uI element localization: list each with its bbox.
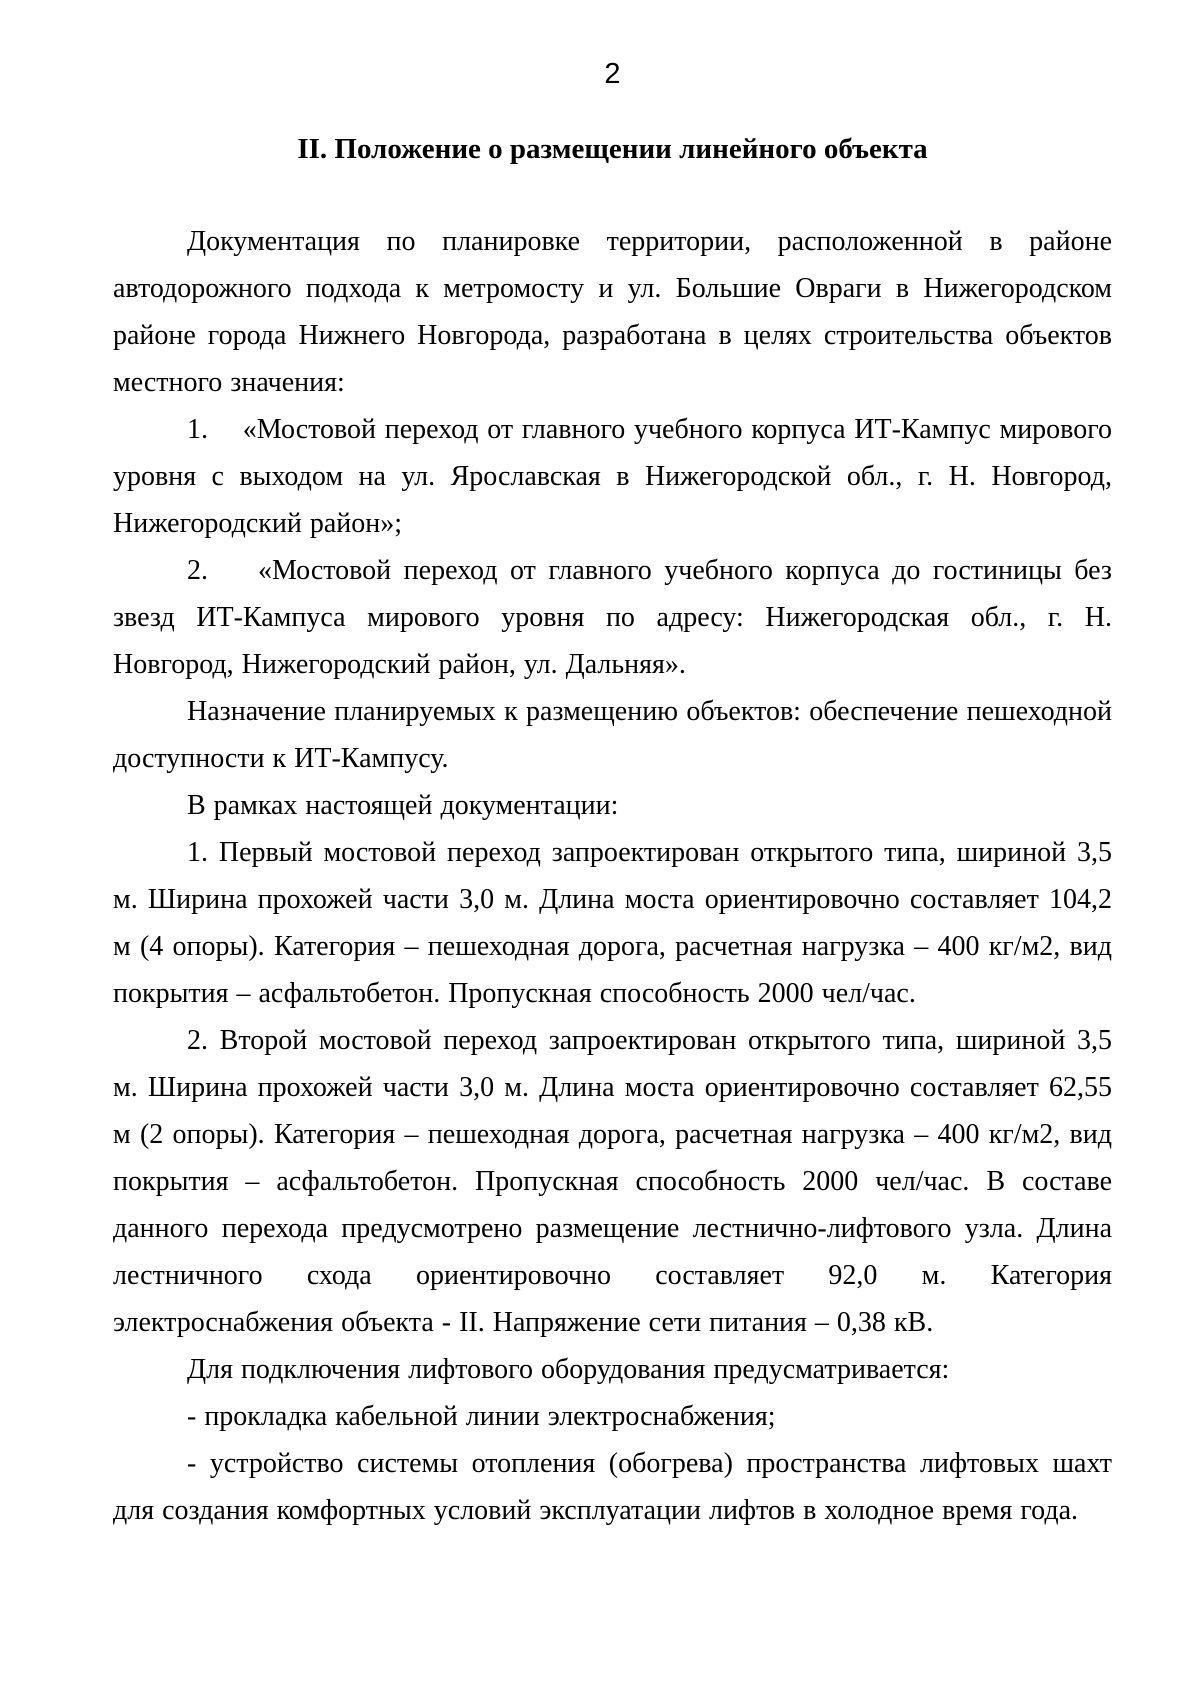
paragraph: 2. Второй мостовой переход запроектирован открытого типа, шириной 3,5 м. Ширина прохожей части 3,0 м. Длина моста ориентировочно составляет 62,55 м (2 опоры). Категория – пешеходная дорога, расчетная нагрузка – 400 кг/м2, вид покрытия – асфальтобетон. Пропускная способность 2000 чел/час. В составе данного перехода предусмотрено размещение лестнично-лифтового узла. Длина лестничного схода ориентировочно составляет 92,0 м. Категория электроснабжения объекта - II. Напряжение сети питания – 0,38 кВ. (113, 1025, 1112, 1338)
section-heading: II. Положение о размещении линейного объекта (297, 133, 928, 165)
paragraph: В рамках настоящей документации: (187, 790, 619, 821)
paragraph: 1. «Мостовой переход от главного учебного корпуса ИТ-Кампус мирового уровня с выходом на ул. Ярославская в Нижегородской обл., г. Н. Новгород, Нижегородский район»; (113, 414, 1112, 539)
document-body (113, 218, 1112, 1534)
paragraph: Документация по планировке территории, расположенной в районе автодорожного подхода к метромосту и ул. Большие Овраги в Нижегородском районе города Нижнего Новгорода, разработана в целях строительства объектов местного значения: (113, 226, 1112, 398)
paragraph: Для подключения лифтового оборудования предусматривается: (187, 1354, 950, 1385)
paragraph: 1. Первый мостовой переход запроектирован открытого типа, шириной 3,5 м. Ширина прохожей части 3,0 м. Длина моста ориентировочно составляет 104,2 м (4 опоры). Категория – пешеходная дорога, расчетная нагрузка – 400 кг/м2, вид покрытия – асфальтобетон. Пропускная способность 2000 чел/час. (113, 837, 1112, 1009)
paragraph: Назначение планируемых к размещению объектов: обеспечение пешеходной доступности к ИТ-Кампусу. (113, 696, 1112, 774)
paragraph: - прокладка кабельной линии электроснабжения; (187, 1401, 776, 1432)
paragraph: 2. «Мостовой переход от главного учебного корпуса до гостиницы без звезд ИТ-Кампуса мирового уровня по адресу: Нижегородская обл., г. Н. Новгород, Нижегородский район, ул. Дальняя». (113, 555, 1112, 680)
paragraph: - устройство системы отопления (обогрева) пространства лифтовых шахт для создания комфортных условий эксплуатации лифтов в холодное время года. (113, 1448, 1112, 1526)
page-number: 2 (604, 58, 621, 90)
